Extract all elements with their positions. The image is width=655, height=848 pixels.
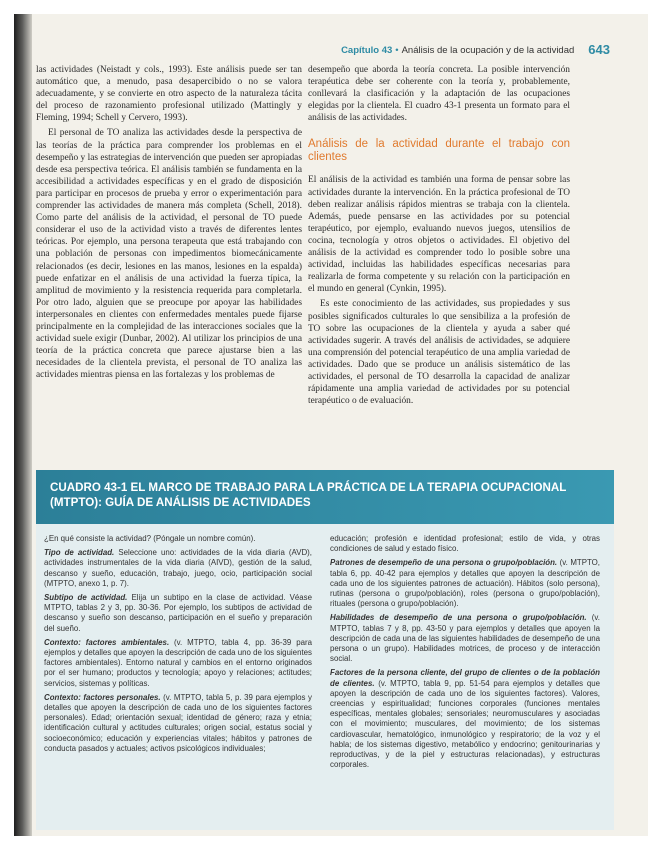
- box-item-label: Subtipo de actividad.: [44, 593, 128, 603]
- paragraph: desempeño que aborda la teoría concreta. La posible intervención terapéutica debe ser coherente con la teoría y, probablemente, conllevará la clasificación y la adaptación de las ocupaciones elegidas por la clientela. El cuadro 43-1 presenta un formato para el análisis de las actividades.: [308, 65, 570, 124]
- box-item-text: Seleccione uno: actividades de la vida diaria (AVD), actividades instrumentales de la vida diaria (AIVD), gestión de la salud, descanso y sueño, educación, trabajo, juego, ocio, participación social (MTPTO, anexo 1, p. 7).: [44, 548, 312, 588]
- box-item-label: Habilidades de desempeño de una persona o grupo/población.: [330, 613, 587, 623]
- box-item-text: Elija un subtipo en la clase de actividad. Véase MTPTO, tablas 2 y 3, pp. 30-36. Por ejemplo, los subtipos de actividad de descanso y sueño son descanso, participación en el sueño y preparación del sueño.: [44, 593, 313, 633]
- book-page: [14, 14, 648, 836]
- box-header: [36, 470, 614, 524]
- paragraph: Es este conocimiento de las actividades, sus propiedades y sus posibles significados culturales lo que sensibiliza a la profesión de TO sobre las ocupaciones de la clientela y ayuda a saber qué actividades sugerir. A través del análisis de actividades, se adquiere una comprensión del potencial terapéutico de una amplia variedad de actividades. Dado que se produce un análisis sistemático de las actividades, el personal de TO desarrolla la capacidad de analizar rápidamente una amplia variedad de actividades por su potencial terapéutico o de evaluación.: [308, 299, 570, 407]
- box-item-label: Patrones de desempeño de una persona o grupo/población.: [330, 558, 558, 568]
- box-item: [330, 534, 600, 554]
- running-header: [341, 42, 610, 57]
- box-item: [44, 593, 312, 634]
- box-item-text: (v. MTPTO, tabla 9, pp. 51-54 para ejemplos y detalles que apoyen la descripción de cada uno de los siguientes factores). Valores, creencias y espiritualidad; funciones corporales (funciones mentales específicas, mentales globales; sensoriales; neuromusculares y asociadas con el movimiento; musculares, del movimiento; de los sistemas cardiovascular, hematológico, inmunológico y respiratorio; de la voz y el habla; de los sistemas digestivo, metabólico y endocrino; genitourinarias y reproductivas, y de la piel y estructuras relacionadas), y estructuras corporales.: [330, 678, 600, 770]
- chapter-label: Capítulo 43: [341, 45, 393, 56]
- box-left-column: [44, 534, 312, 758]
- box-item: [44, 693, 312, 754]
- box-item: [44, 534, 312, 544]
- page-number: 643: [588, 42, 610, 57]
- left-text-column: [36, 64, 302, 381]
- box-title: CUADRO 43-1 EL MARCO DE TRABAJO PARA LA PRÁCTICA DE LA TERAPIA OCUPACIONAL (MTPTO): GUÍA DE ANÁLISIS DE ACTIVIDADES: [50, 481, 567, 509]
- box-item-text: ¿En qué consiste la actividad? (Póngale un nombre común).: [44, 534, 256, 543]
- box-item: [44, 548, 312, 589]
- chapter-title: Análisis de la ocupación y de la actividad: [401, 45, 575, 56]
- right-text-column: [308, 64, 570, 407]
- box-right-column: [330, 534, 600, 774]
- paragraph: El personal de TO analiza las actividades desde la perspectiva de las teorías de la práctica para comprender los problemas en el desempeño y las estrategias de intervención que pueden ser apropiadas desde esa perspectiva teórica. El análisis también se fundamenta en la accesibilidad a actividades específicas y en el grado de disposición para participar en procesos de prueba y error o experimentación para comprender las actividades de manera más completa (Schell, 2018). Como parte del análisis de la actividad, el personal de TO puede considerar el uso de la actividad visto a través de diferentes lentes teóricas. Por ejemplo, una persona terapeuta que está trabajando con una población de personas con impedimentos biomecánicamente relacionados (es decir, lesiones en las manos, lesiones en la espalda) puede enfatizar en el análisis de una actividad la fuerza típica, la amplitud de movimiento y la resistencia requerida para completarla. Por otro lado, alguien que se preocupe por apoyar las habilidades interpersonales en clientes con enfermedades mentales puede fijarse principalmente en la complejidad de las interacciones sociales que la actividad suele exigir (Dunbar, 2002). Al utilizar los principios de una teoría de la práctica concreta que parece ajustarse bien a las necesidades de la clientela prevista, el personal de TO analiza las actividades mientras piensa en las fortalezas y los problemas de: [36, 128, 302, 381]
- section-subheading: Análisis de la actividad durante el trabajo con clientes: [308, 138, 570, 164]
- box-item-text: educación; profesión e identidad profesional; estilo de vida, y otras condiciones de salud y estado físico.: [330, 534, 600, 554]
- box-item-text: (v. MTPTO, tablas 7 y 8, pp. 43-50 y para ejemplos y detalles que apoyen la descripción de cada una de las siguientes habilidades de desempeño de una persona o un grupo). Habilidades motrices, de proceso y de interacción social.: [330, 613, 600, 664]
- book-gutter-shadow: [14, 14, 32, 836]
- box-item-label: Contexto: factores ambientales.: [44, 637, 170, 647]
- box-item-text: (v. MTPTO, tabla 5, p. 39 para ejemplos y detalles que apoyen la descripción de cada uno de los siguientes factores personales). Edad; orientación sexual; identidad de género; raza y etnia; identificación cultural y actitudes culturales; origen social, estatus social y socioeconómico; educación y experiencias vitales; hábitos y patrones de conducta pasados y actuales; activos psicológicos individuales;: [44, 692, 312, 753]
- box-item: [330, 668, 600, 770]
- box-item: [44, 638, 312, 689]
- paragraph: las actividades (Neistadt y cols., 1993). Este análisis puede ser tan automático que, a menudo, pasa desapercibido o no se valora adecuadamente, y se convierte en otro aspecto de la naturaleza tácita del proceso de razonamiento profesional utilizado (Mattingly y Fleming, 1994; Schell y Cervero, 1993).: [36, 65, 302, 124]
- box-item-label: Tipo de actividad.: [44, 548, 115, 558]
- paragraph: El análisis de la actividad es también una forma de pensar sobre las actividades durante la intervención. En la práctica profesional de TO deben realizar análisis rápidos mientras se trabaja con la clientela. Además, puede pensarse en las actividades por su potencial terapéutico, por ejemplo, evaluando nuevos juegos, utensilios de cocina, tecnología y otros objetos o actividades. El objetivo del análisis de la actividad es comprender todo lo posible sobre una actividad, incluidas las habilidades específicas necesarias para realizarla de forma competente y su relación con la participación en el mundo en general (Cynkin, 1995).: [308, 175, 570, 295]
- box-item-text: (v. MTPTO, tabla 6, pp. 40-42 para ejemplos y detalles que apoyen la descripción de cada uno de los siguientes patrones de actuación). Hábitos (solo persona), rutinas (persona o grupo/población), roles (persona o grupo/población), rituales (persona o grupo/población).: [330, 558, 600, 609]
- box-item: [330, 613, 600, 664]
- activity-analysis-box: [36, 470, 614, 830]
- box-item-label: Factores de la persona cliente, del grupo de clientes o de la población de clientes.: [330, 668, 600, 688]
- header-separator: •: [395, 45, 399, 56]
- box-item-text: (v. MTPTO, tabla 4, pp. 36-39 para ejemplos y detalles que apoyen la descripción de cada uno de los siguientes factores ambientales). Entorno natural y cambios en el entorno originados por el ser humano; productos y tecnología; apoyo y relaciones; actitudes; servicios, sistemas y políticas.: [44, 637, 312, 688]
- box-item-label: Contexto: factores personales.: [44, 692, 161, 702]
- box-item: [330, 558, 600, 609]
